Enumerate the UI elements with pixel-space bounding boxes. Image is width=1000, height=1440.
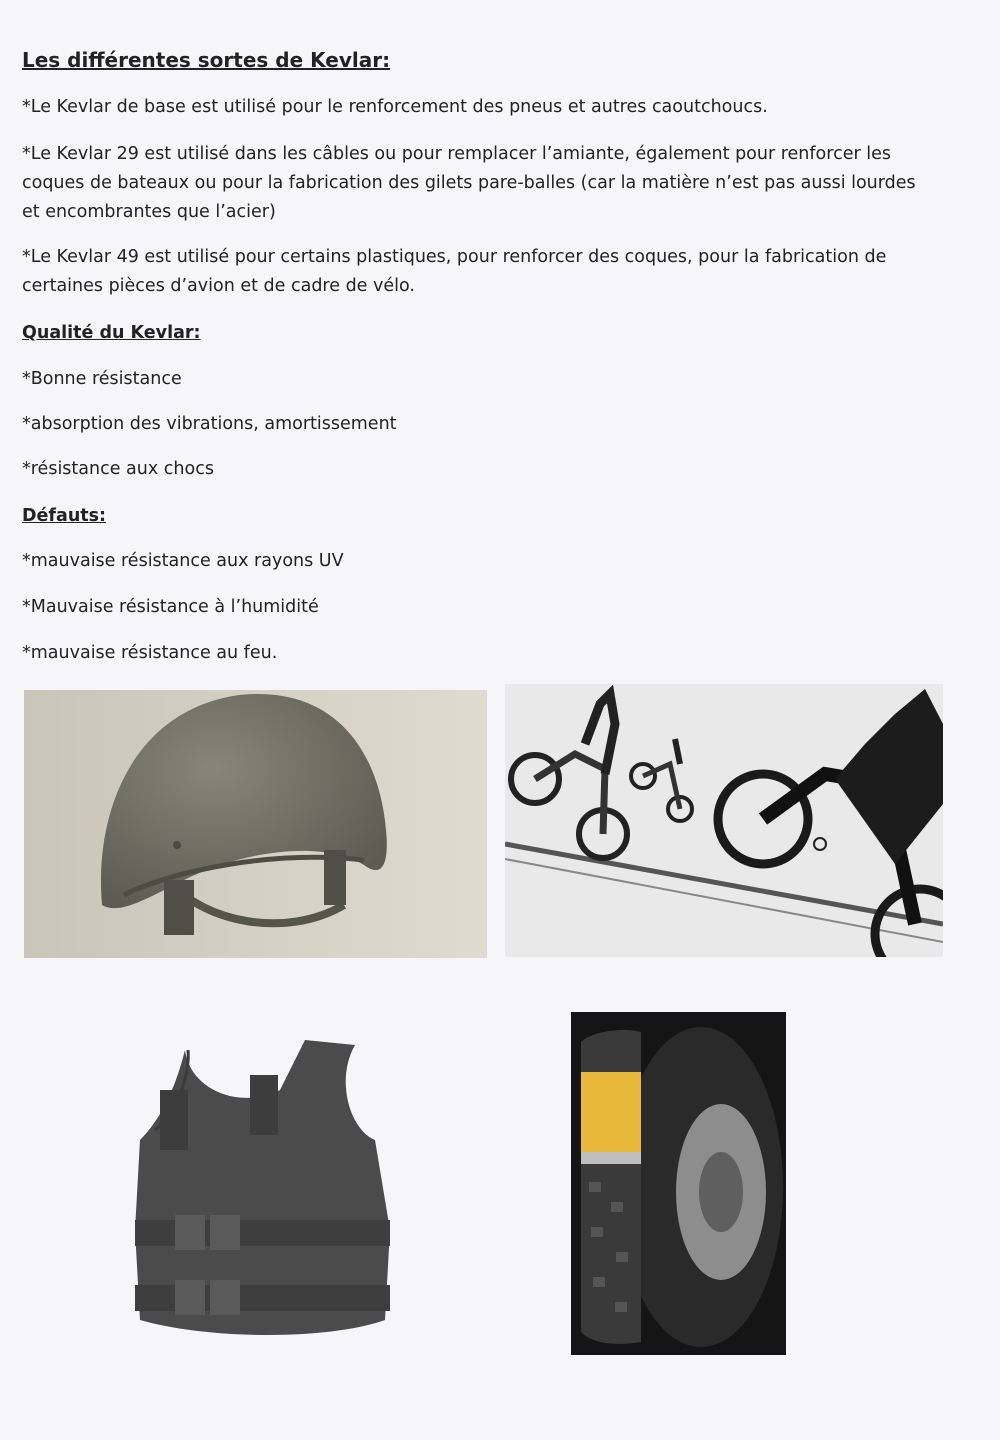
quality-item: *résistance aux chocs (22, 459, 214, 479)
defect-item: *mauvaise résistance aux rayons UV (22, 551, 344, 571)
qualities-heading: Qualité du Kevlar: (22, 323, 201, 343)
bulletproof-vest-image (130, 1030, 395, 1345)
quality-item: *absorption des vibrations, amortissement (22, 414, 397, 434)
types-item-29-line3: et encombrantes que l’acier) (22, 202, 276, 222)
types-item-49-line2: certaines pièces d’avion et de cadre de vélo. (22, 276, 415, 296)
types-heading: Les différentes sortes de Kevlar: (22, 48, 391, 72)
types-item-29-line2: coques de bateaux ou pour la fabrication des gilets pare-balles (car la matière n’est pas aussi lourdes (22, 173, 916, 193)
helmet-image (24, 690, 487, 958)
defect-item: *Mauvaise résistance à l’humidité (22, 597, 319, 617)
types-item-49-line1: *Le Kevlar 49 est utilisé pour certains plastiques, pour renforcer des coques, pour la fabrication de (22, 247, 887, 267)
types-item-base: *Le Kevlar de base est utilisé pour le renforcement des pneus et autres caoutchoucs. (22, 97, 768, 117)
quality-item: *Bonne résistance (22, 369, 182, 389)
motocross-image (505, 684, 943, 957)
types-item-29-line1: *Le Kevlar 29 est utilisé dans les câbles ou pour remplacer l’amiante, également pour renforcer les (22, 144, 891, 164)
defects-heading: Défauts: (22, 506, 107, 526)
defect-item: *mauvaise résistance au feu. (22, 643, 278, 663)
tire-image (571, 1012, 786, 1355)
